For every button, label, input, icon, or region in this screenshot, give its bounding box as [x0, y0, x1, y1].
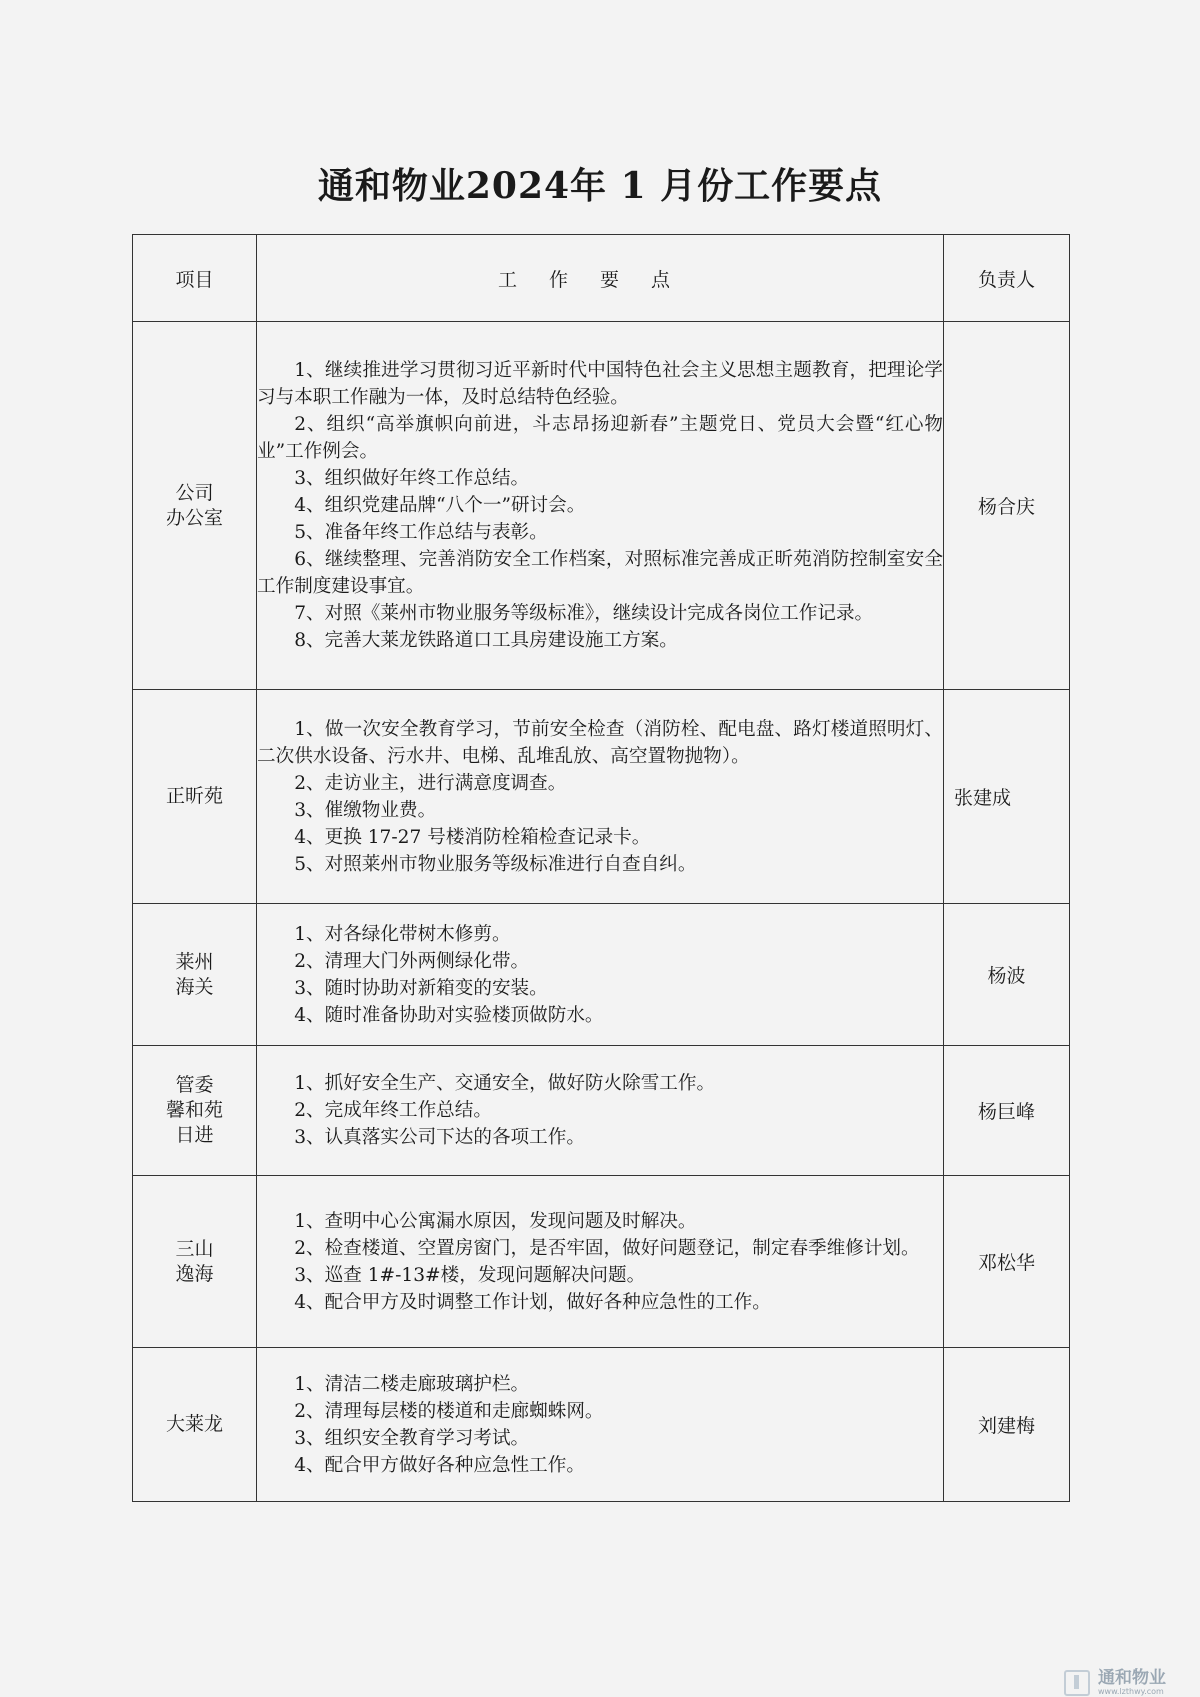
row-owner-cell: 杨巨峰 — [944, 1046, 1070, 1176]
work-point: 1、继续推进学习贯彻习近平新时代中国特色社会主义思想主题教育，把理论学习与本职工作融为一体，及时总结特色经验。 — [257, 360, 943, 408]
row-item-label: 大莱龙 — [165, 1413, 223, 1435]
row-owner-cell: 杨合庆 — [944, 322, 1070, 690]
table-row — [133, 322, 1070, 690]
row-points-cell — [257, 1176, 944, 1348]
work-point: 3、认真落实公司下达的各项工作。 — [294, 1127, 585, 1148]
work-point: 2、清理大门外两侧绿化带。 — [294, 950, 530, 972]
work-point: 4、更换 17-27 号楼消防栓箱检查记录卡。 — [294, 826, 651, 848]
work-point: 3、随时协助对新箱变的安装。 — [294, 977, 548, 999]
row-points-cell — [257, 322, 944, 690]
company-logo-icon — [1064, 1670, 1090, 1696]
header-item: 项目 — [133, 235, 257, 322]
work-point: 5、对照莱州市物业服务等级标准进行自查自纠。 — [294, 853, 697, 875]
row-points-cell — [257, 1348, 944, 1502]
work-point: 4、配合甲方及时调整工作计划，做好各种应急性的工作。 — [294, 1291, 771, 1313]
work-point: 6、继续整理、完善消防安全工作档案，对照标准完善成正昕苑消防控制室安全工作制度建设事宜。 — [257, 549, 943, 597]
watermark — [1064, 1670, 1166, 1696]
work-point: 4、随时准备协助对实验楼顶做防水。 — [294, 1004, 604, 1026]
watermark-text: 通和物业 — [1098, 1668, 1166, 1688]
table-row — [133, 1046, 1070, 1176]
row-item-label: 日进 — [175, 1124, 214, 1146]
table-row — [133, 690, 1070, 904]
work-point: 3、组织做好年终工作总结。 — [294, 468, 530, 489]
page-title: 通和物业2024年 1 月份工作要点 — [317, 165, 883, 207]
row-owner-cell: 邓松华 — [944, 1176, 1070, 1348]
table-row — [133, 1348, 1070, 1502]
row-owner-cell: 杨波 — [944, 904, 1070, 1046]
row-item-cell — [133, 1176, 257, 1348]
work-point: 3、催缴物业费。 — [294, 799, 437, 821]
work-point: 2、清理每层楼的楼道和走廊蜘蛛网。 — [294, 1400, 604, 1422]
row-item-label: 馨和苑 — [165, 1099, 223, 1121]
table-body — [133, 322, 1070, 1502]
table-row — [133, 904, 1070, 1046]
row-item-cell — [133, 1046, 257, 1176]
row-item-label: 逸海 — [175, 1262, 214, 1285]
work-point: 5、准备年终工作总结与表彰。 — [294, 522, 548, 543]
header-content: 工作要点 — [257, 235, 944, 322]
watermark-url: www.lzthwy.com — [1098, 1687, 1164, 1696]
work-point: 2、完成年终工作总结。 — [294, 1100, 492, 1121]
work-point: 3、巡查 1#-13#楼，发现问题解决问题。 — [294, 1264, 646, 1286]
row-points-cell — [257, 1046, 944, 1176]
work-point: 3、组织安全教育学习考试。 — [294, 1427, 530, 1449]
work-point: 2、走访业主，进行满意度调查。 — [294, 772, 567, 794]
row-owner-cell: 张建成 — [944, 690, 1070, 904]
work-point: 2、组织“高举旗帜向前进，斗志昂扬迎新春”主题党日、党员大会暨“红心物业”工作例会。 — [257, 414, 943, 462]
table-row — [133, 1176, 1070, 1348]
row-item-label: 三山 — [175, 1237, 214, 1260]
row-item-label: 办公室 — [165, 506, 223, 529]
row-item-cell — [133, 322, 257, 690]
work-point: 1、查明中心公寓漏水原因，发现问题及时解决。 — [294, 1210, 697, 1232]
table-header-row — [133, 235, 1070, 322]
header-owner: 负责人 — [944, 235, 1070, 322]
work-point: 7、对照《莱州市物业服务等级标准》，继续设计完成各岗位工作记录。 — [294, 603, 874, 624]
row-item-label: 莱州 — [175, 950, 214, 973]
work-point: 4、组织党建品牌“八个一”研讨会。 — [294, 495, 586, 516]
row-points-cell — [257, 690, 944, 904]
work-point: 2、检查楼道、空置房窗门，是否牢固，做好问题登记，制定春季维修计划。 — [294, 1237, 920, 1259]
row-item-cell — [133, 1348, 257, 1502]
work-point: 1、抓好安全生产、交通安全，做好防火除雪工作。 — [294, 1073, 716, 1094]
row-item-label: 正昕苑 — [165, 785, 223, 807]
work-point: 1、做一次安全教育学习，节前安全检查（消防栓、配电盘、路灯楼道照明灯、二次供水设备、污水井、电梯、乱堆乱放、高空置物抛物）。 — [257, 718, 943, 767]
work-point: 8、完善大莱龙铁路道口工具房建设施工方案。 — [294, 630, 678, 651]
row-item-cell — [133, 904, 257, 1046]
row-item-cell — [133, 690, 257, 904]
row-item-label: 海关 — [175, 975, 214, 998]
row-points-cell — [257, 904, 944, 1046]
row-item-label: 公司 — [175, 481, 214, 504]
row-item-label: 管委 — [175, 1074, 214, 1096]
work-point: 1、对各绿化带树木修剪。 — [294, 923, 511, 945]
work-point: 1、清洁二楼走廊玻璃护栏。 — [294, 1373, 530, 1395]
work-point: 4、配合甲方做好各种应急性工作。 — [294, 1454, 585, 1476]
work-plan-table — [132, 234, 1070, 1502]
row-owner-cell: 刘建梅 — [944, 1348, 1070, 1502]
